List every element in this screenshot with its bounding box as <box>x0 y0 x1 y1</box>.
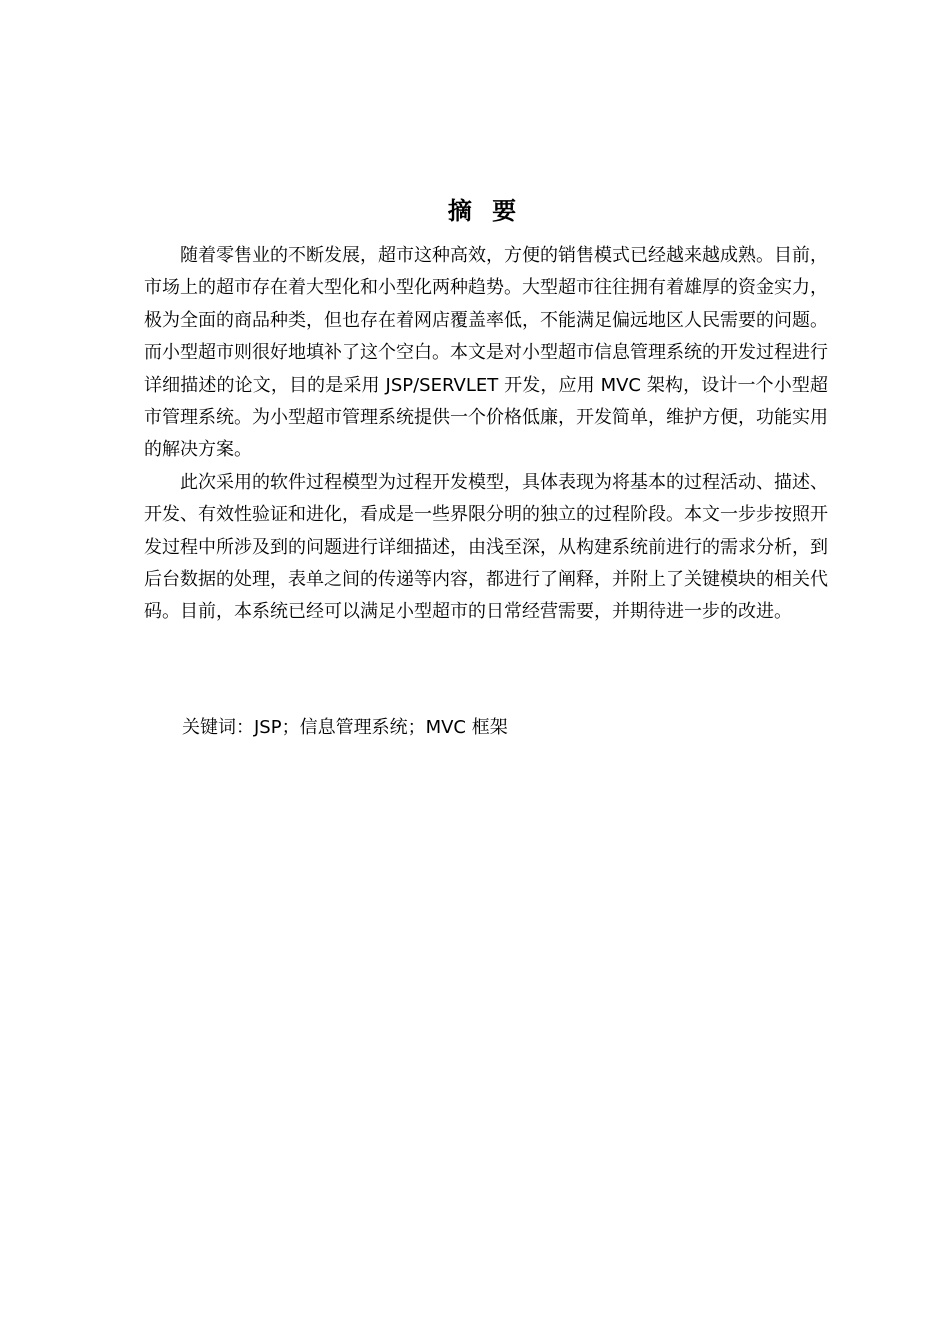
abstract-title: 摘 要 <box>447 197 523 225</box>
keywords-line: 关键词：JSP；信息管理系统；MVC 框架 <box>182 717 508 738</box>
abstract-body <box>144 240 828 629</box>
abstract-paragraph-2: 此次采用的软件过程模型为过程开发模型，具体表现为将基本的过程活动、描述、开发、有效性验证和进化，看成是一些界限分明的独立的过程阶段。本文一步步按照开发过程中所涉及到的问题进行详细描述，由浅至深，从构建系统前进行的需求分析，到后台数据的处理，表单之间的传递等内容，都进行了阐释，并附上了关键模块的相关代码。目前，本系统已经可以满足小型超市的日常经营需要，并期待进一步的改进。 <box>144 471 828 623</box>
abstract-paragraph-1: 随着零售业的不断发展，超市这种高效，方便的销售模式已经越来越成熟。目前，市场上的超市存在着大型化和小型化两种趋势。大型超市往往拥有着雄厚的资金实力，极为全面的商品种类，但也存在着网店覆盖率低，不能满足偏远地区人民需要的问题。而小型超市则很好地填补了这个空白。本文是对小型超市信息管理系统的开发过程进行详细描述的论文，目的是采用 JSP/SERVLET 开发，应用 MVC 架构，设计一个小型超市管理系统。为小型超市管理系统提供一个价格低廉，开发简单，维护方便，功能实用的解决方案。 <box>144 245 828 461</box>
